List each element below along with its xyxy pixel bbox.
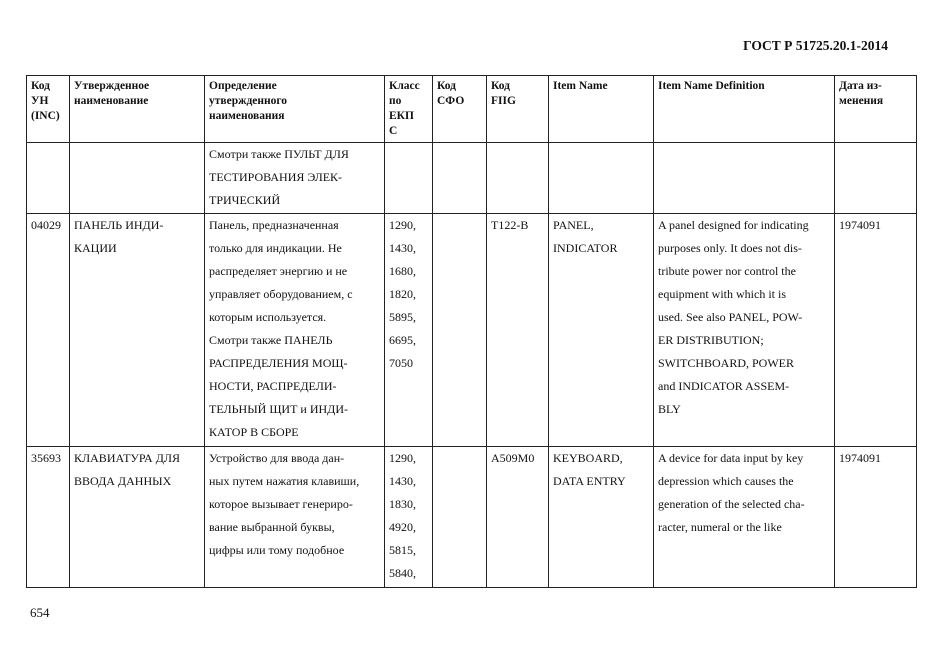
cell-text-line: которое вызывает генериро-: [209, 497, 353, 511]
header-item-name: [549, 76, 654, 143]
item-definition-cell: [654, 143, 835, 214]
cell-text-line: A panel designed for indicating: [658, 218, 809, 232]
header-text-line: утвержденного: [209, 95, 288, 107]
cell-text-line: 5815,: [389, 543, 416, 557]
header-text-line: Код: [491, 80, 511, 92]
definition-cell: [205, 143, 385, 214]
cell-text-line: ПАНЕЛЬ ИНДИ-: [74, 218, 164, 232]
header-inc: [27, 76, 70, 143]
cell-text-line: 5840,: [389, 566, 416, 580]
header-item-definition: [654, 76, 835, 143]
approved-name-cell: [70, 214, 205, 447]
cell-text-line: 1820,: [389, 287, 416, 301]
cell-text-line: tribute power nor control the: [658, 264, 796, 278]
cell-text-line: 1680,: [389, 264, 416, 278]
sfo-cell: [433, 143, 487, 214]
inc-cell: [27, 447, 70, 588]
header-text-line: менения: [839, 95, 884, 107]
fiig-cell: [487, 143, 549, 214]
cell-text-line: 4920,: [389, 520, 416, 534]
header-approved-name: [70, 76, 205, 143]
header-text-line: Класс: [389, 80, 420, 92]
cell-text-line: 1430,: [389, 241, 416, 255]
cell-text-line: 5895,: [389, 310, 416, 324]
cell-text-line: цифры или тому подобное: [209, 543, 345, 557]
cell-text-line: Устройство для ввода дан-: [209, 451, 345, 465]
header-text-line: Определение: [209, 80, 277, 92]
cell-text-line: ных путем нажатия клавиши,: [209, 474, 360, 488]
header-text-line: ЕКП: [389, 110, 414, 122]
header-sfo: [433, 76, 487, 143]
cell-text-line: 7050: [389, 356, 413, 370]
cell-text-line: purposes only. It does not dis-: [658, 241, 802, 255]
class-cell: [385, 214, 433, 447]
cell-text-line: только для индикации. Не: [209, 241, 342, 255]
table-row: [27, 447, 917, 588]
cell-text-line: equipment with which it is: [658, 287, 786, 301]
cell-text-line: 04029: [31, 218, 61, 232]
header-text-line: СФО: [437, 95, 465, 107]
cell-text-line: racter, numeral or the like: [658, 520, 782, 534]
table-row: [27, 143, 917, 214]
cell-text-line: вание выбранной буквы,: [209, 520, 335, 534]
header-text-line: по: [389, 95, 402, 107]
cell-text-line: 1290,: [389, 218, 416, 232]
cell-text-line: 1830,: [389, 497, 416, 511]
table-header-row: [27, 76, 917, 143]
cell-text-line: 1974091: [839, 218, 881, 232]
inc-cell: [27, 143, 70, 214]
table-row: [27, 214, 917, 447]
header-text-line: Код: [31, 80, 51, 92]
header-text-line: УН: [31, 95, 49, 107]
cell-text-line: НОСТИ, РАСПРЕДЕЛИ-: [209, 379, 337, 393]
cell-text-line: Смотри также ПУЛЬТ ДЛЯ: [209, 147, 349, 161]
item-name-cell: [549, 214, 654, 447]
cell-text-line: PANEL,: [553, 218, 594, 232]
cell-text-line: Панель, предназначенная: [209, 218, 339, 232]
cell-text-line: and INDICATOR ASSEM-: [658, 379, 790, 393]
item-definition-cell: [654, 447, 835, 588]
header-class: [385, 76, 433, 143]
definition-cell: [205, 214, 385, 447]
item-name-cell: [549, 447, 654, 588]
header-text-line: Утвержденное: [74, 80, 150, 92]
cell-text-line: generation of the selected cha-: [658, 497, 805, 511]
header-text-line: наименования: [209, 110, 285, 122]
cell-text-line: 1974091: [839, 451, 881, 465]
cell-text-line: SWITCHBOARD, POWER: [658, 356, 795, 370]
cell-text-line: Смотри также ПАНЕЛЬ: [209, 333, 333, 347]
change-date-cell: [835, 143, 917, 214]
cell-text-line: ТРИЧЕСКИЙ: [209, 193, 281, 207]
sfo-cell: [433, 214, 487, 447]
header-text-line: Дата из-: [839, 80, 882, 92]
change-date-cell: [835, 447, 917, 588]
cell-text-line: КЛАВИАТУРА ДЛЯ: [74, 451, 181, 465]
header-definition: [205, 76, 385, 143]
page-header: ГОСТ Р 51725.20.1-2014: [743, 38, 888, 53]
header-text-line: Код: [437, 80, 457, 92]
cell-text-line: ТЕЛЬНЫЙ ЩИТ и ИНДИ-: [209, 402, 349, 416]
change-date-cell: [835, 214, 917, 447]
sfo-cell: [433, 447, 487, 588]
header-text-line: FIIG: [491, 95, 516, 107]
cell-text-line: 35693: [31, 451, 61, 465]
cell-text-line: KEYBOARD,: [553, 451, 623, 465]
cell-text-line: A509M0: [491, 451, 535, 465]
cell-text-line: ТЕСТИРОВАНИЯ ЭЛЕК-: [209, 170, 343, 184]
cell-text-line: которым используется.: [209, 310, 327, 324]
cell-text-line: РАСПРЕДЕЛЕНИЯ МОЩ-: [209, 356, 348, 370]
cell-text-line: распределяет энергию и не: [209, 264, 348, 278]
cell-text-line: управляет оборудованием, с: [209, 287, 353, 301]
cell-text-line: T122-B: [491, 218, 529, 232]
cell-text-line: ВВОДА ДАННЫХ: [74, 474, 172, 488]
page-number: 654: [30, 605, 50, 620]
header-change-date: [835, 76, 917, 143]
header-fiig: [487, 76, 549, 143]
cell-text-line: 6695,: [389, 333, 416, 347]
cell-text-line: A device for data input by key: [658, 451, 804, 465]
item-definition-cell: [654, 214, 835, 447]
cell-text-line: DATA ENTRY: [553, 474, 626, 488]
cell-text-line: depression which causes the: [658, 474, 794, 488]
fiig-cell: [487, 214, 549, 447]
cell-text-line: 1430,: [389, 474, 416, 488]
cell-text-line: INDICATOR: [553, 241, 618, 255]
fiig-cell: [487, 447, 549, 588]
header-text-line: Item Name: [553, 80, 608, 92]
class-cell: [385, 143, 433, 214]
classification-table: [26, 75, 917, 588]
approved-name-cell: [70, 447, 205, 588]
header-text-line: С: [389, 125, 398, 137]
item-name-cell: [549, 143, 654, 214]
cell-text-line: ER DISTRIBUTION;: [658, 333, 764, 347]
class-cell: [385, 447, 433, 588]
header-text-line: Item Name Definition: [658, 80, 765, 92]
approved-name-cell: [70, 143, 205, 214]
cell-text-line: BLY: [658, 402, 681, 416]
cell-text-line: КАЦИИ: [74, 241, 117, 255]
header-text-line: (INC): [31, 110, 60, 122]
cell-text-line: КАТОР В СБОРЕ: [209, 425, 299, 439]
header-text-line: наименование: [74, 95, 149, 107]
cell-text-line: used. See also PANEL, POW-: [658, 310, 803, 324]
cell-text-line: 1290,: [389, 451, 416, 465]
definition-cell: [205, 447, 385, 588]
inc-cell: [27, 214, 70, 447]
